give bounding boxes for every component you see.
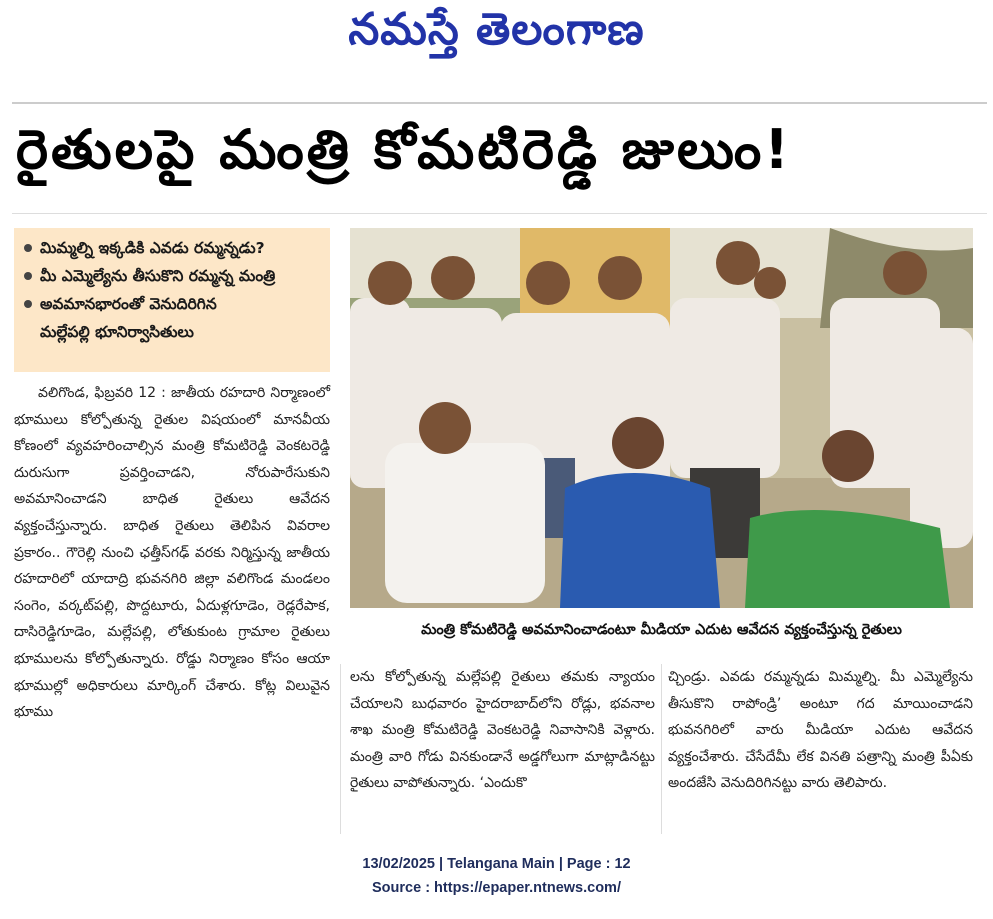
highlight-text: అవమానభారంతో వెనుదిరిగిన (40, 295, 217, 313)
news-photo (350, 228, 973, 608)
highlight-item (22, 236, 322, 260)
headline: రైతులపై మంత్రి కోమటిరెడ్డి జులుం! (16, 118, 792, 181)
masthead-logo: నమస్తే తెలంగాణ (348, 4, 645, 55)
top-divider (12, 102, 987, 104)
photo-illustration (350, 228, 973, 608)
bullet-icon (24, 272, 32, 280)
highlights-box (14, 228, 330, 372)
article-column-2: లను కోల్పోతున్న మల్లేపల్లి రైతులు తమకు న్యాయం చేయాలని బుధవారం హైదరాబాద్‌లోని రోడ్లు, భవనాల శాఖ మంత్రి కోమటిరెడ్డి వెంకటరెడ్డి నివాసానికి వెళ్లారు. మంత్రి వారి గోడు వినకుండానే అడ్డగోలుగా మాట్లాడినట్టు రైతులు వాపోతున్నారు. ‘ఎందుకొ (350, 669, 655, 792)
highlight-text: మిమ్మల్ని ఇక్కడికి ఎవడు రమ్మన్నడు? (40, 239, 265, 257)
footer-source: Source : https://epaper.ntnews.com/ (372, 880, 621, 896)
highlight-item-continued: మల్లేపల్లి భూనిర్వాసితులు (40, 323, 194, 341)
column-divider (661, 664, 662, 834)
highlight-item (22, 292, 322, 316)
footer-date-page: 13/02/2025 | Telangana Main | Page : 12 (362, 856, 631, 872)
bullet-icon (24, 300, 32, 308)
highlight-item (22, 264, 322, 288)
article-column-3: చ్చిండ్రు. ఎవడు రమ్మన్నడు మిమ్మల్ని. మీ ఎమ్మెల్యేను తీసుకొని రాపోండ్రి’ అంటూ గద మాయించాడని భువనగిరిలో వారు మీడియా ఎదుట ఆవేదన వ్యక్తంచేశారు. చేసేదేమీ లేక వినతి పత్రాన్ని మంత్రి పీఏకు అందజేసి వెనుదిరిగినట్టు వారు తెలిపారు. (668, 669, 973, 792)
highlight-text: మీ ఎమ్మెల్యేను తీసుకొని రమ్మన్న మంత్రి (40, 267, 276, 285)
photo-caption: మంత్రి కోమటిరెడ్డి అవమానించాడంటూ మీడియా ఎదుట ఆవేదన వ్యక్తంచేస్తున్న రైతులు (421, 622, 902, 638)
article-column-1: వలిగొండ, ఫిబ్రవరి 12 : జాతీయ రహదారి నిర్మాణంలో భూములు కోల్పోతున్న రైతుల విషయంలో మానవీయ కోణంలో వ్యవహరించాల్సిన మంత్రి కోమటిరెడ్డి వెంకటరెడ్డి దురుసుగా ప్రవర్తించాడని, నోరుపారేసుకుని అవమానించాడని బాధిత రైతులు ఆవేదన వ్యక్తంచేస్తున్నారు. బాధిత రైతులు తెలిపిన వివరాల ప్రకారం.. గౌరెల్లి నుంచి ఛత్తీస్‌గఢ్ వరకు నిర్మిస్తున్న జాతీయ రహదారిలో యాదాద్రి భువనగిరి జిల్లా వలిగొండ మండలం సంగెం, వర్కట్‌పల్లి, పొద్దటూరు, ఏదుళ్లగూడెం, రెడ్లరేపాక, దాసిరెడ్డిగూడెం, మల్లేపల్లి, లోతుకుంట గ్రామాల రైతులు భూములను కోల్పోతున్నారు. రోడ్డు నిర్మాణం కోసం ఆయా భూముల్లో అధికారులు మార్కింగ్ చేశారు. కోట్ల విలువైన భూము (14, 385, 330, 721)
headline-divider (12, 213, 987, 214)
column-divider (340, 664, 341, 834)
bullet-icon (24, 244, 32, 252)
